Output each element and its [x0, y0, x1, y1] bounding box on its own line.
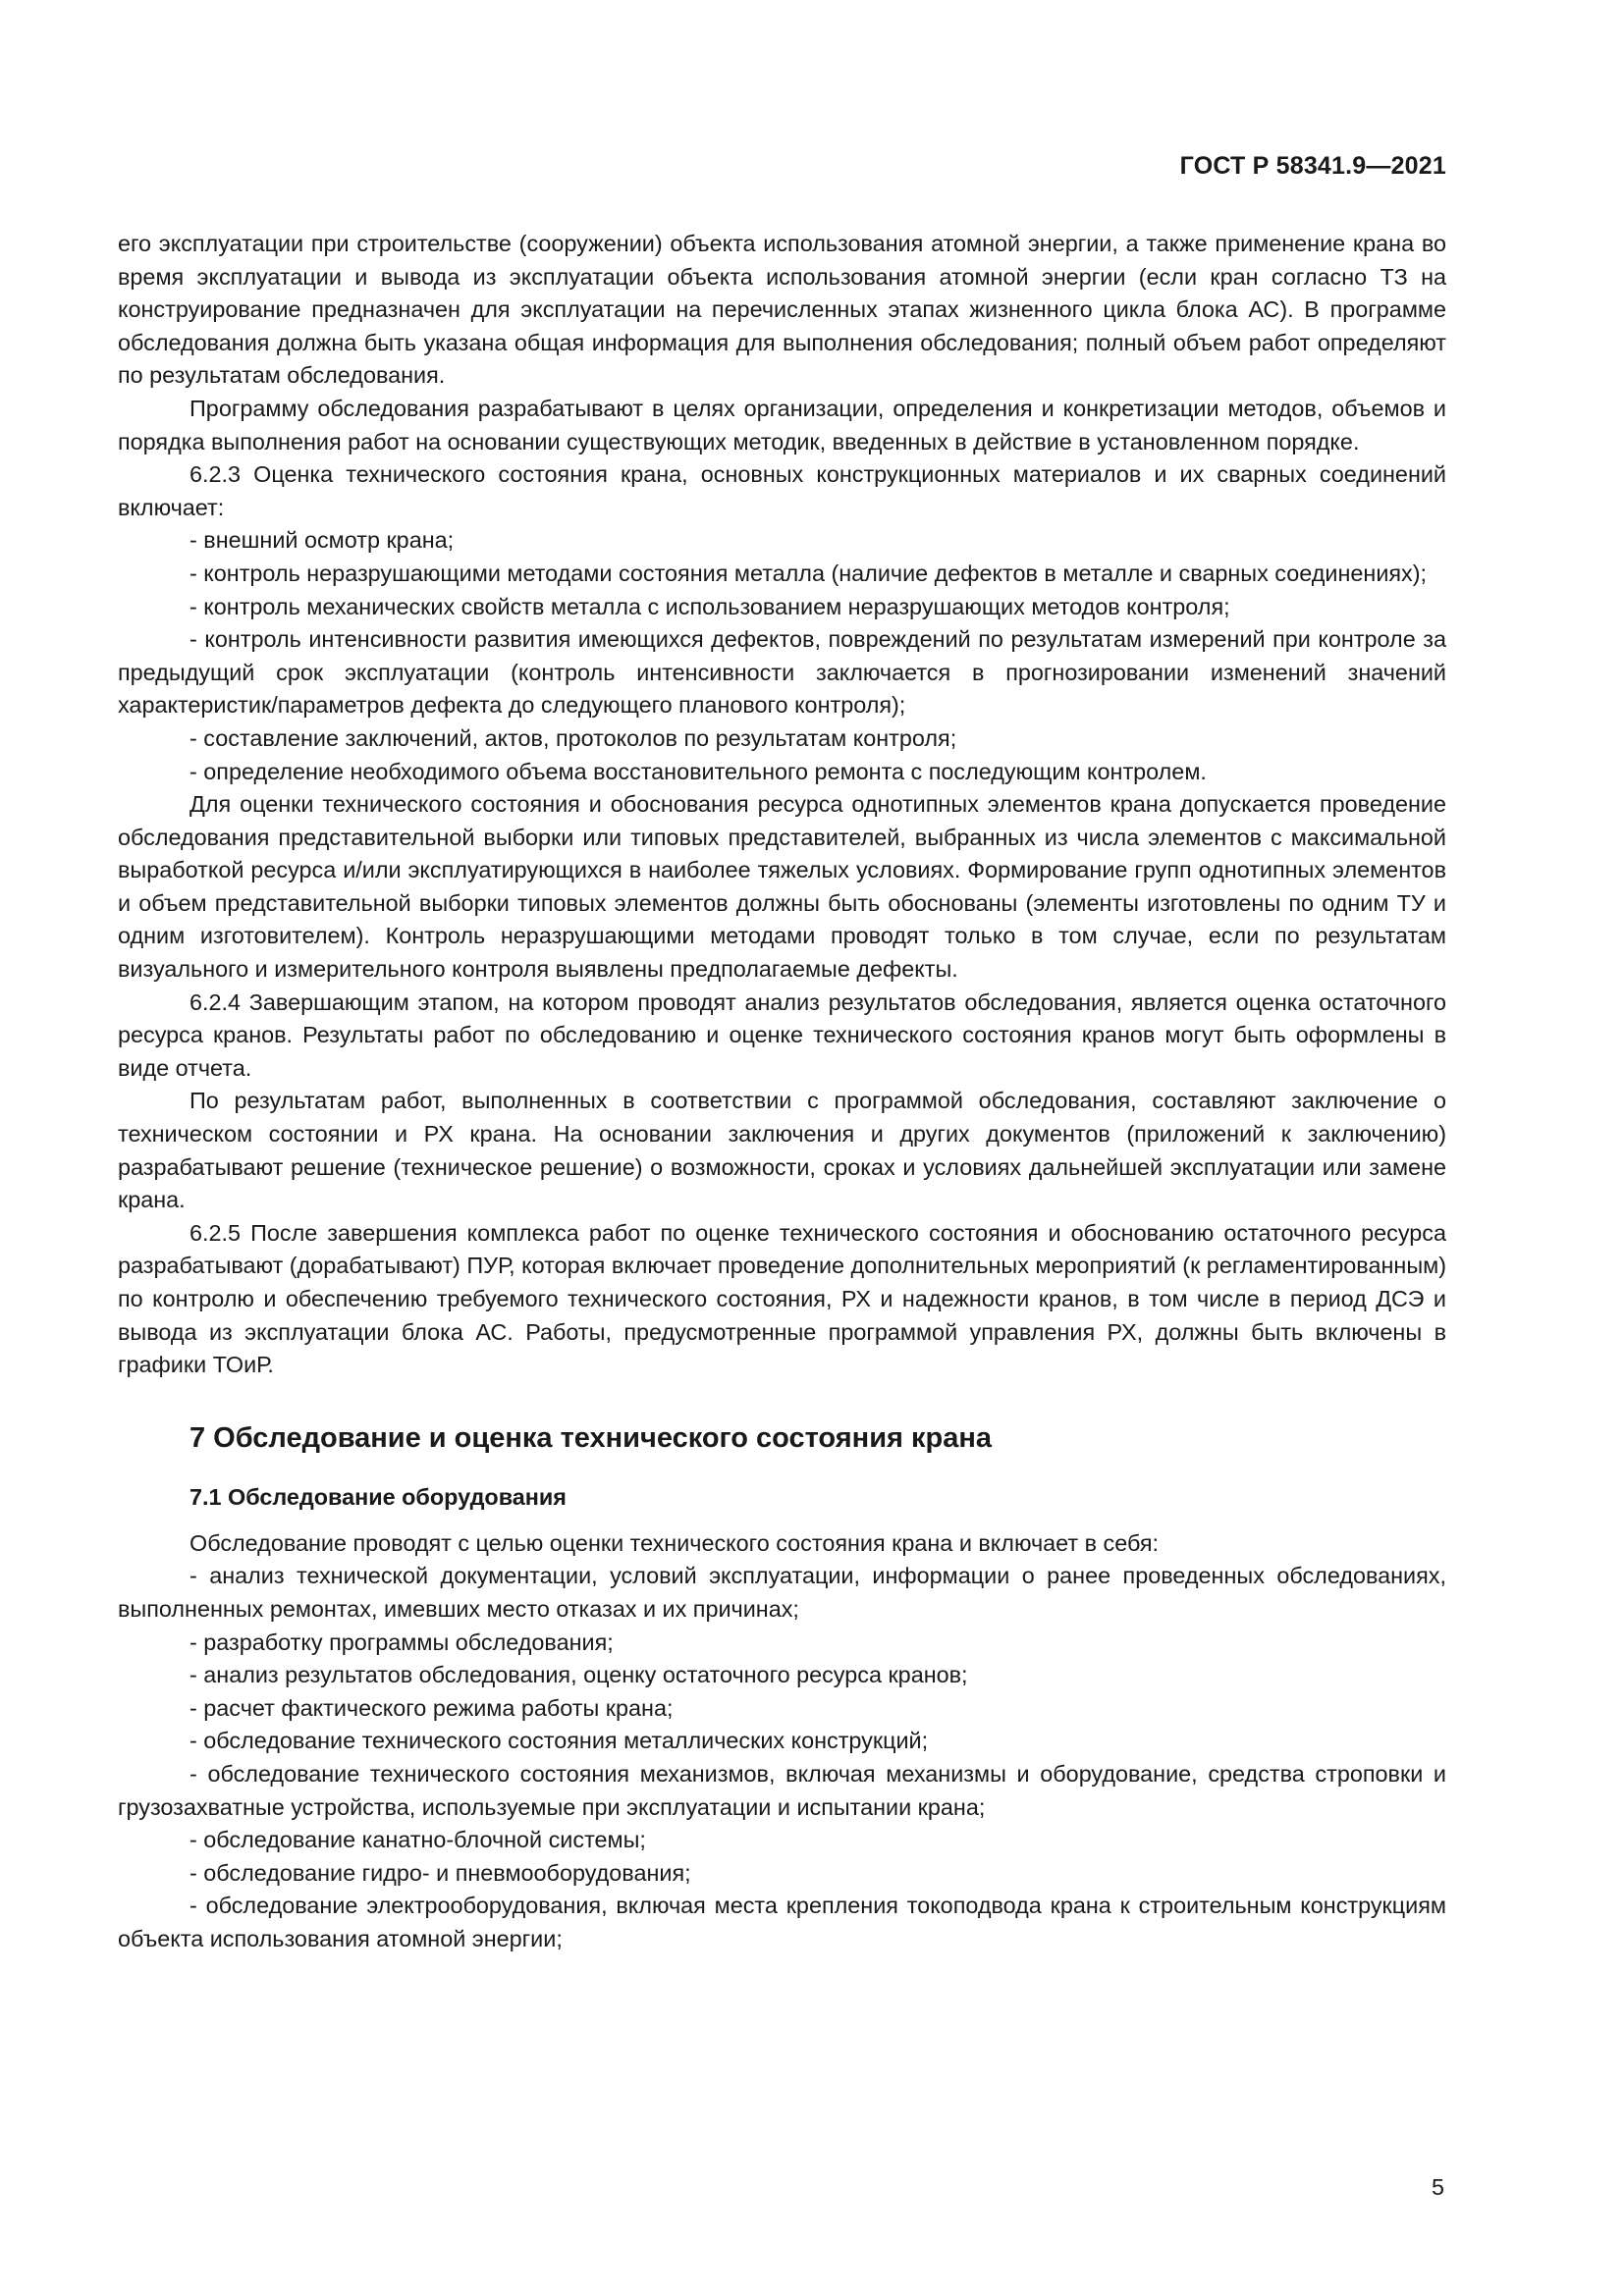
paragraph: 6.2.3 Оценка технического состояния крана, основных конструкционных материалов и их сварных соединений включает: — [118, 461, 1446, 520]
document-body — [118, 228, 1446, 1956]
list-item: - контроль неразрушающими методами состояния металла (наличие дефектов в металле и сварных соединениях); — [189, 560, 1428, 586]
list-item: - расчет фактического режима работы крана; — [189, 1694, 674, 1721]
section-title: 7 Обследование и оценка технического состояния крана — [189, 1421, 992, 1454]
paragraph: 6.2.4 Завершающим этапом, на котором проводят анализ результатов обследования, является оценка остаточного ресурса кранов. Результаты работ по обследованию и оценке технического состояния кранов могут быть оформлены в виде отчета. — [118, 988, 1446, 1081]
list-item: - контроль интенсивности развития имеющихся дефектов, повреждений по результатам измерений при контроле за предыдущий срок эксплуатации (контроль интенсивности заключается в прогнозировании изменений значений характеристик/параметров дефекта до следующего планового контроля); — [118, 626, 1446, 719]
list-item: - анализ технической документации, условий эксплуатации, информации о ранее проведенных обследованиях, выполненных ремонтах, имевших место отказах и их причинах; — [118, 1563, 1446, 1622]
list-item: - обследование канатно-блочной системы; — [189, 1827, 646, 1853]
list-item: - обследование гидро- и пневмооборудования; — [189, 1859, 691, 1886]
list-item: - разработку программы обследования; — [189, 1629, 614, 1655]
list-item: - обследование технического состояния механизмов, включая механизмы и оборудование, средства строповки и грузозахватные устройства, используемые при эксплуатации и испытании крана; — [118, 1760, 1446, 1820]
list-item: - контроль механических свойств металла с использованием неразрушающих методов контроля; — [189, 593, 1230, 619]
subsection-title: 7.1 Обследование оборудования — [189, 1483, 567, 1510]
list-item: - составление заключений, актов, протоколов по результатам контроля; — [189, 724, 957, 751]
document-code-header: ГОСТ Р 58341.9—2021 — [1179, 152, 1446, 180]
list-item: - анализ результатов обследования, оценку остаточного ресурса кранов; — [189, 1662, 968, 1688]
list-item: - внешний осмотр крана; — [189, 527, 455, 554]
paragraph: 6.2.5 После завершения комплекса работ по оценке технического состояния и обоснованию остаточного ресурса разрабатывают (дорабатывают) ПУР, которая включает проведение дополнительных мероприятий (к регламентированным) по контролю и обеспечению требуемого технического состояния, РХ и надежности кранов, в том числе в период ДСЭ и вывода из эксплуатации блока АС. Работы, предусмотренные программой управления РХ, должны быть включены в графики ТОиР. — [118, 1219, 1446, 1378]
paragraph: По результатам работ, выполненных в соответствии с программой обследования, составляют заключение о техническом состоянии и РХ крана. На основании заключения и других документов (приложений к заключению) разрабатывают решение (техническое решение) о возможности, сроках и условиях дальнейшей эксплуатации или замене крана. — [118, 1088, 1446, 1213]
paragraph: его эксплуатации при строительстве (сооружении) объекта использования атомной энергии, а также применение крана во время эксплуатации и вывода из эксплуатации объекта использования атомной энергии (если кран согласно ТЗ на конструирование предназначен для эксплуатации на перечисленных этапах жизненного цикла блока АС). В программе обследования должна быть указана общая информация для выполнения обследования; полный объем работ определяют по результатам обследования. — [118, 231, 1446, 389]
list-item: - обследование электрооборудования, включая места крепления токоподвода крана к строительным конструкциям объекта использования атомной энергии; — [118, 1893, 1446, 1951]
page-number: 5 — [1431, 2174, 1444, 2200]
paragraph: Обследование проводят с целью оценки технического состояния крана и включает в себя: — [189, 1529, 1160, 1556]
list-item: - определение необходимого объема восстановительного ремонта с последующим контролем. — [189, 758, 1207, 784]
paragraph: Программу обследования разрабатывают в целях организации, определения и конкретизации методов, объемов и порядка выполнения работ на основании существующих методик, введенных в действие в установленном порядке. — [118, 395, 1446, 454]
paragraph: Для оценки технического состояния и обоснования ресурса однотипных элементов крана допускается проведение обследования представительной выборки или типовых представителей, выбранных из числа элементов с максимальной выработкой ресурса и/или эксплуатирующихся в наиболее тяжелых условиях. Формирование групп однотипных элементов и объем представительной выборки типовых элементов должны быть обоснованы (элементы изготовлены по одним ТУ и одним изготовителем). Контроль неразрушающими методами проводят только в том случае, если по результатам визуального и измерительного контроля выявлены предполагаемые дефекты. — [118, 791, 1446, 983]
list-item: - обследование технического состояния металлических конструкций; — [189, 1728, 929, 1754]
